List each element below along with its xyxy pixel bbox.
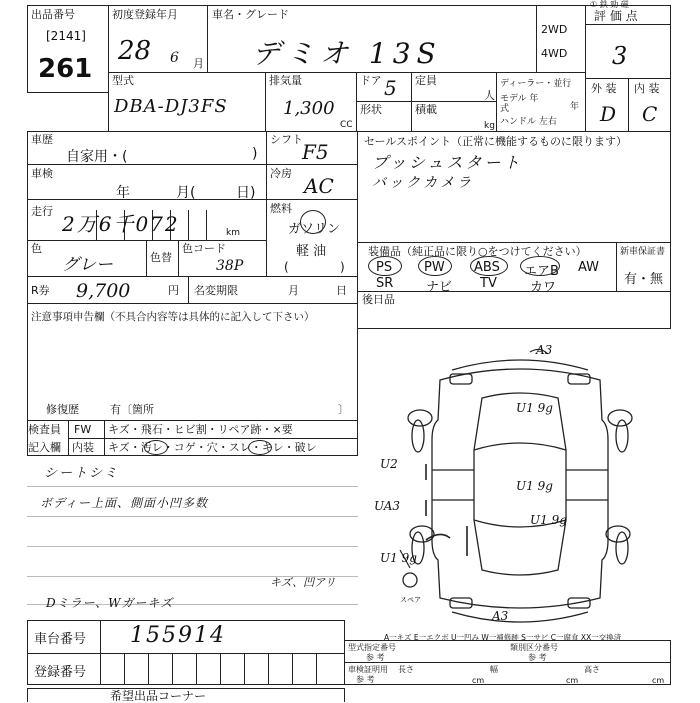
spec-ref-3: 参 考 xyxy=(356,675,375,684)
ac-value: AC xyxy=(304,174,334,198)
car-damage-diagram xyxy=(370,340,670,640)
warranty-value: 有・無 xyxy=(624,272,664,287)
check-divider-h xyxy=(68,438,358,439)
lot-number: 261 xyxy=(38,54,93,84)
width-label: 幅 xyxy=(490,665,498,674)
recycle-unit: 円 xyxy=(168,284,179,297)
repair-close: 〕 xyxy=(338,403,349,416)
mark-left-rear: UA3 xyxy=(374,499,401,513)
fuel-gasoline-circle xyxy=(300,210,326,234)
mark-roof: U1 9g xyxy=(516,479,553,493)
history-close: ) xyxy=(252,146,258,162)
history-label: 車歴 xyxy=(31,133,53,146)
fuel-label: 燃料 xyxy=(270,202,292,215)
mark-spare: U1 9g xyxy=(380,551,417,565)
color-change-label: 色替 xyxy=(150,251,172,264)
doors-value: 5 xyxy=(384,76,397,100)
hand-note-3: キズ、凹アリ xyxy=(270,576,336,589)
equip-leather: カワ xyxy=(530,280,557,295)
drive-2wd: 2WD xyxy=(541,23,568,36)
handle-label: ハンドル 左右 xyxy=(500,117,557,127)
equip-abs: ABS xyxy=(474,260,500,275)
mark-left-front: U2 xyxy=(380,457,398,471)
history-value: 自家用・( xyxy=(66,149,128,165)
hand-note-2: ボディー上面、側面小凹多数 xyxy=(40,496,209,510)
equip-sr: SR xyxy=(376,276,394,291)
shift-label: シフト xyxy=(270,133,303,146)
name-change-month: 月 xyxy=(288,284,299,297)
length-cm: cm xyxy=(472,676,485,685)
height-label: 高さ xyxy=(584,665,600,674)
color-label: 色 xyxy=(31,242,42,255)
mileage-unit: km xyxy=(226,228,240,238)
fuel-paren-close: ) xyxy=(340,260,345,274)
equip-navi: ナビ xyxy=(426,280,453,295)
color-code-label: 色コード xyxy=(182,242,226,255)
mark-rear-glass: U1 9g xyxy=(530,513,567,527)
equipment-label: 装備品（純正品に限り○をつけてください） xyxy=(368,245,587,258)
sales-point-line2: バックカメラ xyxy=(372,175,474,191)
inspection-month: 月( xyxy=(176,185,196,201)
scuff-circle xyxy=(248,440,272,455)
equip-ps: PS xyxy=(376,260,393,275)
reg-year: 28 xyxy=(118,36,152,66)
fuel-paren-open: ( xyxy=(284,260,289,274)
repair-value: 有〔箇所 xyxy=(110,403,154,416)
inspection-year: 年 xyxy=(116,185,130,201)
hand-note-4: Dミラー、Wガーキズ xyxy=(46,596,174,610)
fuel-gasoline: ガソリン xyxy=(288,222,341,237)
damage-legend: A一キズ E一エクボ U一凹み W一補修跡 S一サビ C一腐食 XX一交換済 xyxy=(384,633,622,642)
equip-pw: PW xyxy=(424,260,445,275)
interior-value: C xyxy=(642,102,658,126)
displacement-label: 排気量 xyxy=(269,74,302,87)
drive-4wd: 4WD xyxy=(541,47,568,60)
name-change-day: 日 xyxy=(336,284,347,297)
mark-hood: U1 9g xyxy=(516,401,553,415)
notes-label: 注意事項申告欄（不具合内容等は具体的に記入して下さい） xyxy=(31,311,315,323)
lot-label: 出品番号 xyxy=(31,8,75,21)
color-code-value: 38P xyxy=(216,258,244,274)
sales-point-label: セールスポイント（正常に機能するものに限ります） xyxy=(364,135,628,148)
later-box xyxy=(357,291,671,329)
check-interior: 内装 xyxy=(72,441,94,454)
color-code-divider xyxy=(178,240,179,277)
recycle-divider xyxy=(188,276,189,304)
model-label: 型式 xyxy=(112,74,134,87)
equip-airbag: エアB xyxy=(524,264,559,279)
ps-circle xyxy=(368,256,402,276)
check-interior-items: キズ・汚レ・コゲ・穴・スレ・キレ・破レ xyxy=(108,441,317,454)
length-label: 長さ xyxy=(398,665,414,674)
cert-label: 車検証明用 xyxy=(348,665,388,674)
warranty-label: 新車保証書 xyxy=(620,247,666,257)
exterior-value: D xyxy=(600,102,617,126)
height-cm: cm xyxy=(652,676,665,685)
eval-divider xyxy=(585,24,671,25)
mileage-value: 2万6千072 xyxy=(62,212,180,236)
sales-point-line1: プッシュスタート xyxy=(372,153,523,172)
chassis-divider xyxy=(100,620,101,654)
doors-label: ドア xyxy=(360,74,382,87)
width-cm: cm xyxy=(566,676,579,685)
color-divider xyxy=(146,240,147,277)
footer-label: 希望出品コーナー xyxy=(110,689,207,703)
mileage-label: 走行 xyxy=(31,205,53,218)
eval-label: 評 価 点 xyxy=(594,9,638,23)
stamp-text: ① 鉄 勁 磁 xyxy=(590,0,629,9)
hand-note-1: シートシミ xyxy=(44,466,120,481)
model-code: DBA-DJ3FS xyxy=(114,96,228,117)
displacement-value: 1,300 xyxy=(283,98,335,119)
cc-unit: CC xyxy=(340,120,353,130)
check-fw: FW xyxy=(74,423,92,436)
interior-label: 内 装 xyxy=(634,82,660,95)
inspection-box xyxy=(27,164,267,200)
ext-int-divider xyxy=(628,78,629,132)
pw-circle xyxy=(418,256,452,276)
exterior-label: 外 装 xyxy=(591,82,617,95)
registration-divider xyxy=(100,653,101,685)
inspection-day: 日) xyxy=(236,185,256,201)
check-fw-items: キズ・飛石・ヒビ割・リペア跡・×要 xyxy=(108,423,293,436)
name-change-label: 名変期限 xyxy=(194,284,238,297)
spec-ref-2: 参 考 xyxy=(528,653,547,662)
recycle-label: R券 xyxy=(31,284,50,297)
model-spec-label: 型式指定番号 xyxy=(348,643,396,652)
category-label: 類別区分番号 xyxy=(510,643,558,652)
mark-front: A3 xyxy=(536,343,553,357)
shift-value: F5 xyxy=(302,140,329,164)
spec-divider xyxy=(344,662,671,663)
repair-label: 修復歴 xyxy=(46,403,79,416)
car-name-label: 車名・グレード xyxy=(212,8,289,21)
capacity-label: 定員 xyxy=(415,74,437,87)
ac-label: 冷房 xyxy=(270,167,292,180)
check-label1: 検査員 xyxy=(28,423,61,436)
model-year-label: モデル 年式 xyxy=(500,94,539,114)
chassis-value: 155914 xyxy=(130,623,226,648)
abs-circle xyxy=(470,256,508,276)
spare-label: スペア xyxy=(400,596,421,604)
color-value: グレー xyxy=(62,255,113,275)
eval-score: 3 xyxy=(612,42,628,70)
chassis-label: 車台番号 xyxy=(34,632,87,647)
mark-rear: A3 xyxy=(492,609,509,623)
reg-month: 6 xyxy=(170,50,179,66)
equip-tv: TV xyxy=(480,276,497,291)
first-reg-label: 初度登録年月 xyxy=(112,8,178,21)
spec-ref-1: 参 考 xyxy=(366,653,385,662)
year-unit: 年 xyxy=(570,102,580,112)
dealer-label: ディーラー・並行 xyxy=(500,79,572,89)
car-name: デミオ 13S xyxy=(252,37,442,70)
drive-box xyxy=(536,5,586,73)
kg-unit: kg xyxy=(484,121,495,131)
load-label: 積載 xyxy=(415,103,437,116)
inspection-label: 車検 xyxy=(31,167,53,180)
recycle-value: 9,700 xyxy=(76,280,131,302)
later-label: 後日品 xyxy=(362,293,395,306)
lot-code: [2141] xyxy=(46,29,86,43)
history-box xyxy=(27,131,267,165)
fuel-diesel: 軽 油 xyxy=(296,244,327,259)
person-unit: 人 xyxy=(484,89,495,102)
month-unit: 月 xyxy=(193,57,204,70)
equip-aw: AW xyxy=(578,260,600,275)
stain-circle xyxy=(144,440,168,455)
shape-label: 形状 xyxy=(360,103,382,116)
airbag-circle xyxy=(520,256,560,276)
check-label2: 記入欄 xyxy=(28,441,61,454)
registration-label: 登録番号 xyxy=(34,665,87,680)
